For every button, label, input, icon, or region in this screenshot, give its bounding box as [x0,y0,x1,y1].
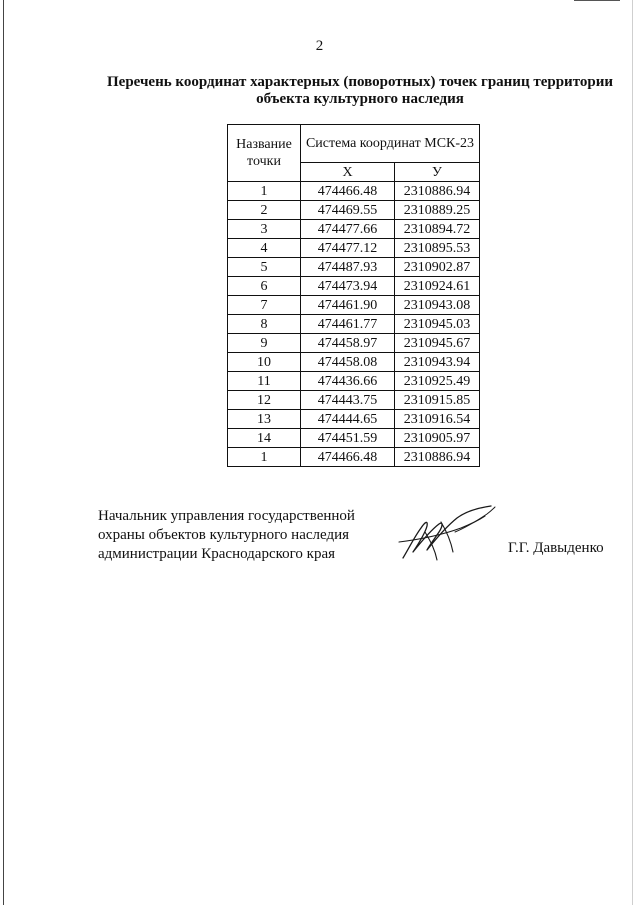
cell-y: 2310945.03 [395,315,480,334]
cell-y: 2310915.85 [395,391,480,410]
cell-point: 8 [228,315,301,334]
table-row [228,258,480,277]
table-row [228,429,480,448]
table-row [228,296,480,315]
signatory-position [98,507,388,564]
cell-y: 2310886.94 [395,182,480,201]
coordinates-table [227,124,480,467]
page-edge-left [3,0,4,905]
cell-point: 6 [228,277,301,296]
cell-x: 474477.12 [301,239,395,258]
cell-point: 4 [228,239,301,258]
cell-y: 2310894.72 [395,220,480,239]
document-title [80,74,639,108]
cell-y: 2310945.67 [395,334,480,353]
cell-y: 2310924.61 [395,277,480,296]
table-row [228,201,480,220]
signer-name: Г.Г. Давыденко [508,540,604,556]
cell-point: 14 [228,429,301,448]
cell-x: 474466.48 [301,448,395,467]
cell-x: 474458.08 [301,353,395,372]
table-row [228,353,480,372]
cell-y: 2310943.94 [395,353,480,372]
table-row [228,220,480,239]
header-x: X [301,163,395,182]
cell-point: 5 [228,258,301,277]
table-row [228,391,480,410]
table-row [228,334,480,353]
cell-x: 474444.65 [301,410,395,429]
header-coordinate-system: Система координат МСК-23 [301,125,480,163]
table-row [228,448,480,467]
cell-y: 2310905.97 [395,429,480,448]
cell-y: 2310916.54 [395,410,480,429]
cell-point: 11 [228,372,301,391]
position-line-2: охраны объектов культурного наследия [98,527,350,543]
cell-x: 474461.77 [301,315,395,334]
cell-y: 2310889.25 [395,201,480,220]
title-line-1: Перечень координат характерных (поворотных) точек границ территории [107,74,613,90]
table-row [228,239,480,258]
title-line-2: объекта культурного наследия [256,91,464,107]
table-row [228,277,480,296]
table-row [228,372,480,391]
cell-x: 474477.66 [301,220,395,239]
cell-point: 3 [228,220,301,239]
page-edge-right [632,0,633,905]
page-number: 2 [315,38,324,54]
cell-y: 2310895.53 [395,239,480,258]
cell-x: 474487.93 [301,258,395,277]
header-y: У [395,163,480,182]
position-line-1: Начальник управления государственной [98,508,355,524]
handwritten-signature [395,502,497,564]
table-row [228,182,480,201]
table-row [228,410,480,429]
cell-y: 2310902.87 [395,258,480,277]
cell-point: 12 [228,391,301,410]
header-point-name: Название точки [228,125,301,182]
cell-point: 1 [228,182,301,201]
cell-point: 13 [228,410,301,429]
cell-x: 474443.75 [301,391,395,410]
cell-point: 2 [228,201,301,220]
cell-x: 474473.94 [301,277,395,296]
cell-x: 474461.90 [301,296,395,315]
cell-x: 474451.59 [301,429,395,448]
cell-y: 2310943.08 [395,296,480,315]
table-row [228,315,480,334]
cell-point: 7 [228,296,301,315]
cell-x: 474469.55 [301,201,395,220]
cell-point: 1 [228,448,301,467]
cell-x: 474436.66 [301,372,395,391]
cell-y: 2310925.49 [395,372,480,391]
cell-point: 10 [228,353,301,372]
cell-x: 474458.97 [301,334,395,353]
cell-x: 474466.48 [301,182,395,201]
cell-point: 9 [228,334,301,353]
cell-y: 2310886.94 [395,448,480,467]
corner-mark [574,0,620,5]
position-line-3: администрации Краснодарского края [98,546,336,562]
